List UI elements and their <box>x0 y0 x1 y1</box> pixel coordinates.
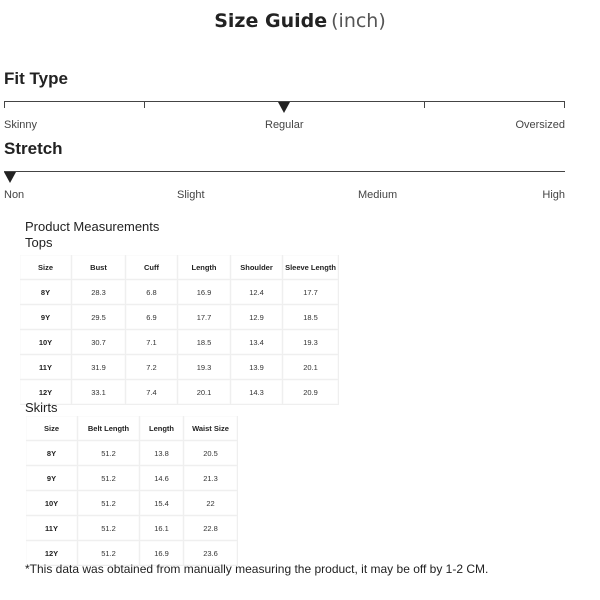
table-cell: 16.1 <box>140 516 184 541</box>
stretch-selected-marker <box>4 172 16 183</box>
table-cell: 13.4 <box>231 330 283 355</box>
table-cell: 7.1 <box>126 330 178 355</box>
fit-type-selected-marker <box>278 102 290 113</box>
table-header-row <box>20 255 339 280</box>
table-cell: 12Y <box>26 541 78 566</box>
measurement-disclaimer: *This data was obtained from manually measuring the product, it may be off by 1-2 CM. <box>25 562 489 576</box>
tops-label: Tops <box>25 235 53 250</box>
table-cell: 17.7 <box>283 280 339 305</box>
table-row <box>20 330 339 355</box>
tops-size-table <box>20 255 339 405</box>
stretch-label-medium: Medium <box>358 189 398 201</box>
table-cell: 16.9 <box>140 541 184 566</box>
fit-type-tick <box>564 101 565 108</box>
table-row <box>26 516 238 541</box>
product-measurements-title: Product Measurements <box>25 219 160 234</box>
table-header-cell: Cuff <box>126 255 178 280</box>
table-cell: 20.1 <box>178 380 231 405</box>
table-cell: 23.6 <box>184 541 238 566</box>
table-header-cell: Length <box>178 255 231 280</box>
fit-type-label-skinny: Skinny <box>4 119 38 131</box>
table-cell: 10Y <box>26 491 78 516</box>
table-cell: 8Y <box>20 280 72 305</box>
table-cell: 51.2 <box>78 491 140 516</box>
table-cell: 15.4 <box>140 491 184 516</box>
table-cell: 10Y <box>20 330 72 355</box>
stretch-label-high: High <box>542 189 565 201</box>
table-cell: 18.5 <box>283 305 339 330</box>
skirts-size-table <box>26 416 238 566</box>
table-header-cell: Sleeve Length <box>283 255 339 280</box>
stretch-label-non: Non <box>4 189 25 201</box>
table-cell: 19.3 <box>178 355 231 380</box>
table-row <box>20 305 339 330</box>
table-cell: 51.2 <box>78 466 140 491</box>
table-cell: 51.2 <box>78 516 140 541</box>
table-header-cell: Belt Length <box>78 416 140 441</box>
stretch-label-slight: Slight <box>177 189 205 201</box>
table-cell: 30.7 <box>72 330 126 355</box>
fit-type-tick <box>424 101 425 108</box>
table-cell: 51.2 <box>78 541 140 566</box>
fit-type-label-oversized: Oversized <box>515 119 565 131</box>
table-cell: 18.5 <box>178 330 231 355</box>
table-row <box>26 441 238 466</box>
table-cell: 6.9 <box>126 305 178 330</box>
table-cell: 12.4 <box>231 280 283 305</box>
fit-type-label-regular: Regular <box>265 119 304 131</box>
table-cell: 8Y <box>26 441 78 466</box>
table-cell: 31.9 <box>72 355 126 380</box>
table-cell: 13.8 <box>140 441 184 466</box>
table-row <box>20 355 339 380</box>
table-row <box>20 280 339 305</box>
fit-type-tick <box>4 101 5 108</box>
title-unit: (inch) <box>331 10 386 32</box>
table-cell: 7.2 <box>126 355 178 380</box>
title-main: Size Guide <box>214 10 328 32</box>
table-cell: 20.1 <box>283 355 339 380</box>
table-cell: 29.5 <box>72 305 126 330</box>
stretch-heading: Stretch <box>4 139 63 158</box>
table-header-cell: Size <box>20 255 72 280</box>
table-header-cell: Waist Size <box>184 416 238 441</box>
table-cell: 9Y <box>20 305 72 330</box>
table-cell: 12.9 <box>231 305 283 330</box>
fit-type-heading: Fit Type <box>4 69 68 88</box>
table-header-cell: Length <box>140 416 184 441</box>
table-cell: 11Y <box>26 516 78 541</box>
table-cell: 20.9 <box>283 380 339 405</box>
table-cell: 9Y <box>26 466 78 491</box>
table-cell: 7.4 <box>126 380 178 405</box>
table-row <box>26 491 238 516</box>
table-cell: 51.2 <box>78 441 140 466</box>
table-cell: 12Y <box>20 380 72 405</box>
table-cell: 6.8 <box>126 280 178 305</box>
table-cell: 22.8 <box>184 516 238 541</box>
table-cell: 13.9 <box>231 355 283 380</box>
table-cell: 17.7 <box>178 305 231 330</box>
page-title <box>0 10 600 32</box>
fit-type-tick <box>144 101 145 108</box>
table-header-cell: Size <box>26 416 78 441</box>
table-cell: 19.3 <box>283 330 339 355</box>
table-header-row <box>26 416 238 441</box>
table-cell: 16.9 <box>178 280 231 305</box>
table-cell: 14.6 <box>140 466 184 491</box>
table-header-cell: Bust <box>72 255 126 280</box>
table-cell: 14.3 <box>231 380 283 405</box>
table-cell: 20.5 <box>184 441 238 466</box>
table-row <box>20 380 339 405</box>
table-cell: 11Y <box>20 355 72 380</box>
table-cell: 33.1 <box>72 380 126 405</box>
table-cell: 21.3 <box>184 466 238 491</box>
table-cell: 22 <box>184 491 238 516</box>
table-row <box>26 466 238 491</box>
skirts-label: Skirts <box>25 400 58 415</box>
table-cell: 28.3 <box>72 280 126 305</box>
table-header-cell: Shoulder <box>231 255 283 280</box>
stretch-scale-line <box>4 171 565 172</box>
